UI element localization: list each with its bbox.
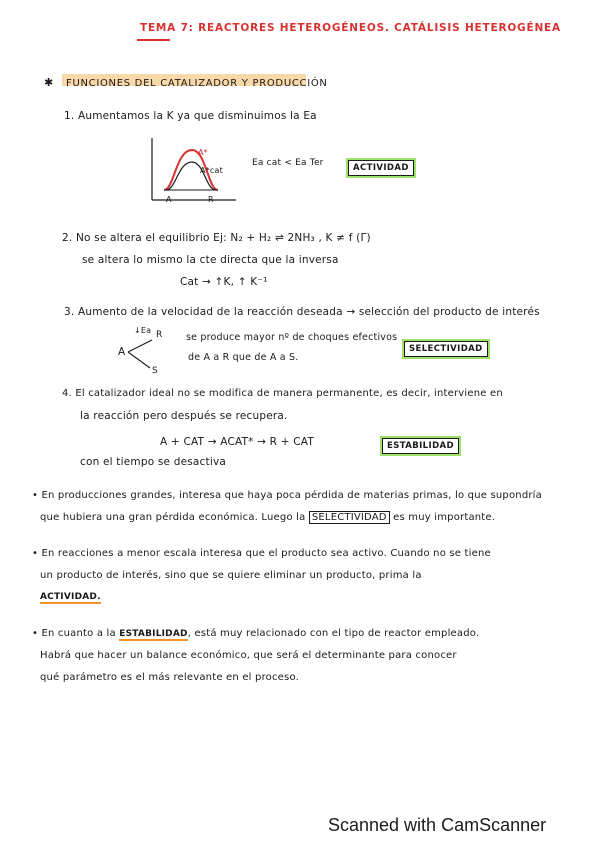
- item3-line1: 3. Aumento de la velocidad de la reacción deseada → selección del producto de interés: [64, 306, 540, 318]
- tag-selectividad: SELECTIVIDAD: [404, 341, 488, 357]
- axis-label-a: A: [166, 195, 172, 204]
- axis-label-r: R: [208, 195, 214, 204]
- keyword-selectividad: SELECTIVIDAD: [309, 511, 390, 524]
- bullet1-line1: • En producciones grandes, interesa que haya poca pérdida de materias primas, lo que supondría: [32, 490, 542, 501]
- item4-reaction: A + CAT → ACAT* → R + CAT: [160, 436, 314, 448]
- star-bullet-icon: ✱: [44, 76, 54, 89]
- item4-line3: con el tiempo se desactiva: [80, 456, 227, 468]
- camscanner-watermark: Scanned with CamScanner: [328, 815, 547, 835]
- item3-line2: se produce mayor nº de choques efectivos: [186, 332, 398, 343]
- tag-estabilidad: ESTABILIDAD: [382, 438, 459, 454]
- scheme-ea: ↓Ea: [134, 326, 152, 335]
- bullet2-line1: • En reacciones a menor escala interesa que el producto sea activo. Cuando no se tiene: [32, 548, 491, 559]
- keyword-estabilidad: ESTABILIDAD: [119, 629, 188, 639]
- page-title: TEMA 7: REACTORES HETEROGÉNEOS. CATÁLISIS HETEROGÉNEA: [140, 22, 561, 34]
- scheme-r: R: [156, 330, 163, 340]
- bullet2-line2: un producto de interés, sino que se quiere eliminar un producto, prima la: [40, 570, 422, 581]
- keyword-actividad: ACTIVIDAD.: [40, 592, 101, 602]
- item4-line2: la reacción pero después se recupera.: [80, 410, 288, 422]
- energy-diagram: [140, 132, 240, 208]
- item1-text: 1. Aumentamos la K ya que disminuimos la Ea: [64, 110, 317, 122]
- item2-line1: 2. No se altera el equilibrio Ej: N₂ + H₂ ⇌ 2NH₃ , K ≠ f (Γ): [62, 232, 371, 244]
- item2-line3: Cat → ↑K, ↑ K⁻¹: [180, 276, 268, 288]
- label-a-cat: A*cat: [200, 166, 223, 175]
- section-heading: FUNCIONES DEL CATALIZADOR Y PRODUCCIÓN: [66, 78, 328, 89]
- bullet3-line1: • En cuanto a la ESTABILIDAD, está muy relacionado con el tipo de reactor empleado.: [32, 628, 480, 639]
- scheme-a: A: [118, 346, 126, 358]
- label-a-star: A*: [198, 148, 208, 157]
- bullet1-line2: que hubiera una gran pérdida económica. Luego la SELECTIVIDAD es muy importante.: [40, 512, 496, 523]
- ea-relation: Ea cat < Ea Ter: [252, 158, 324, 168]
- scheme-s: S: [152, 366, 158, 376]
- tag-actividad: ACTIVIDAD: [348, 160, 414, 176]
- item2-line2: se altera lo mismo la cte directa que la inversa: [82, 254, 339, 266]
- bullet3-line3: qué parámetro es el más relevante en el proceso.: [40, 672, 299, 683]
- item4-line1: 4. El catalizador ideal no se modifica de manera permanente, es decir, interviene en: [62, 388, 503, 399]
- title-underline: [137, 39, 170, 41]
- item3-line3: de A a R que de A a S.: [188, 352, 299, 363]
- bullet3-line2: Habrá que hacer un balance económico, que será el determinante para conocer: [40, 650, 457, 661]
